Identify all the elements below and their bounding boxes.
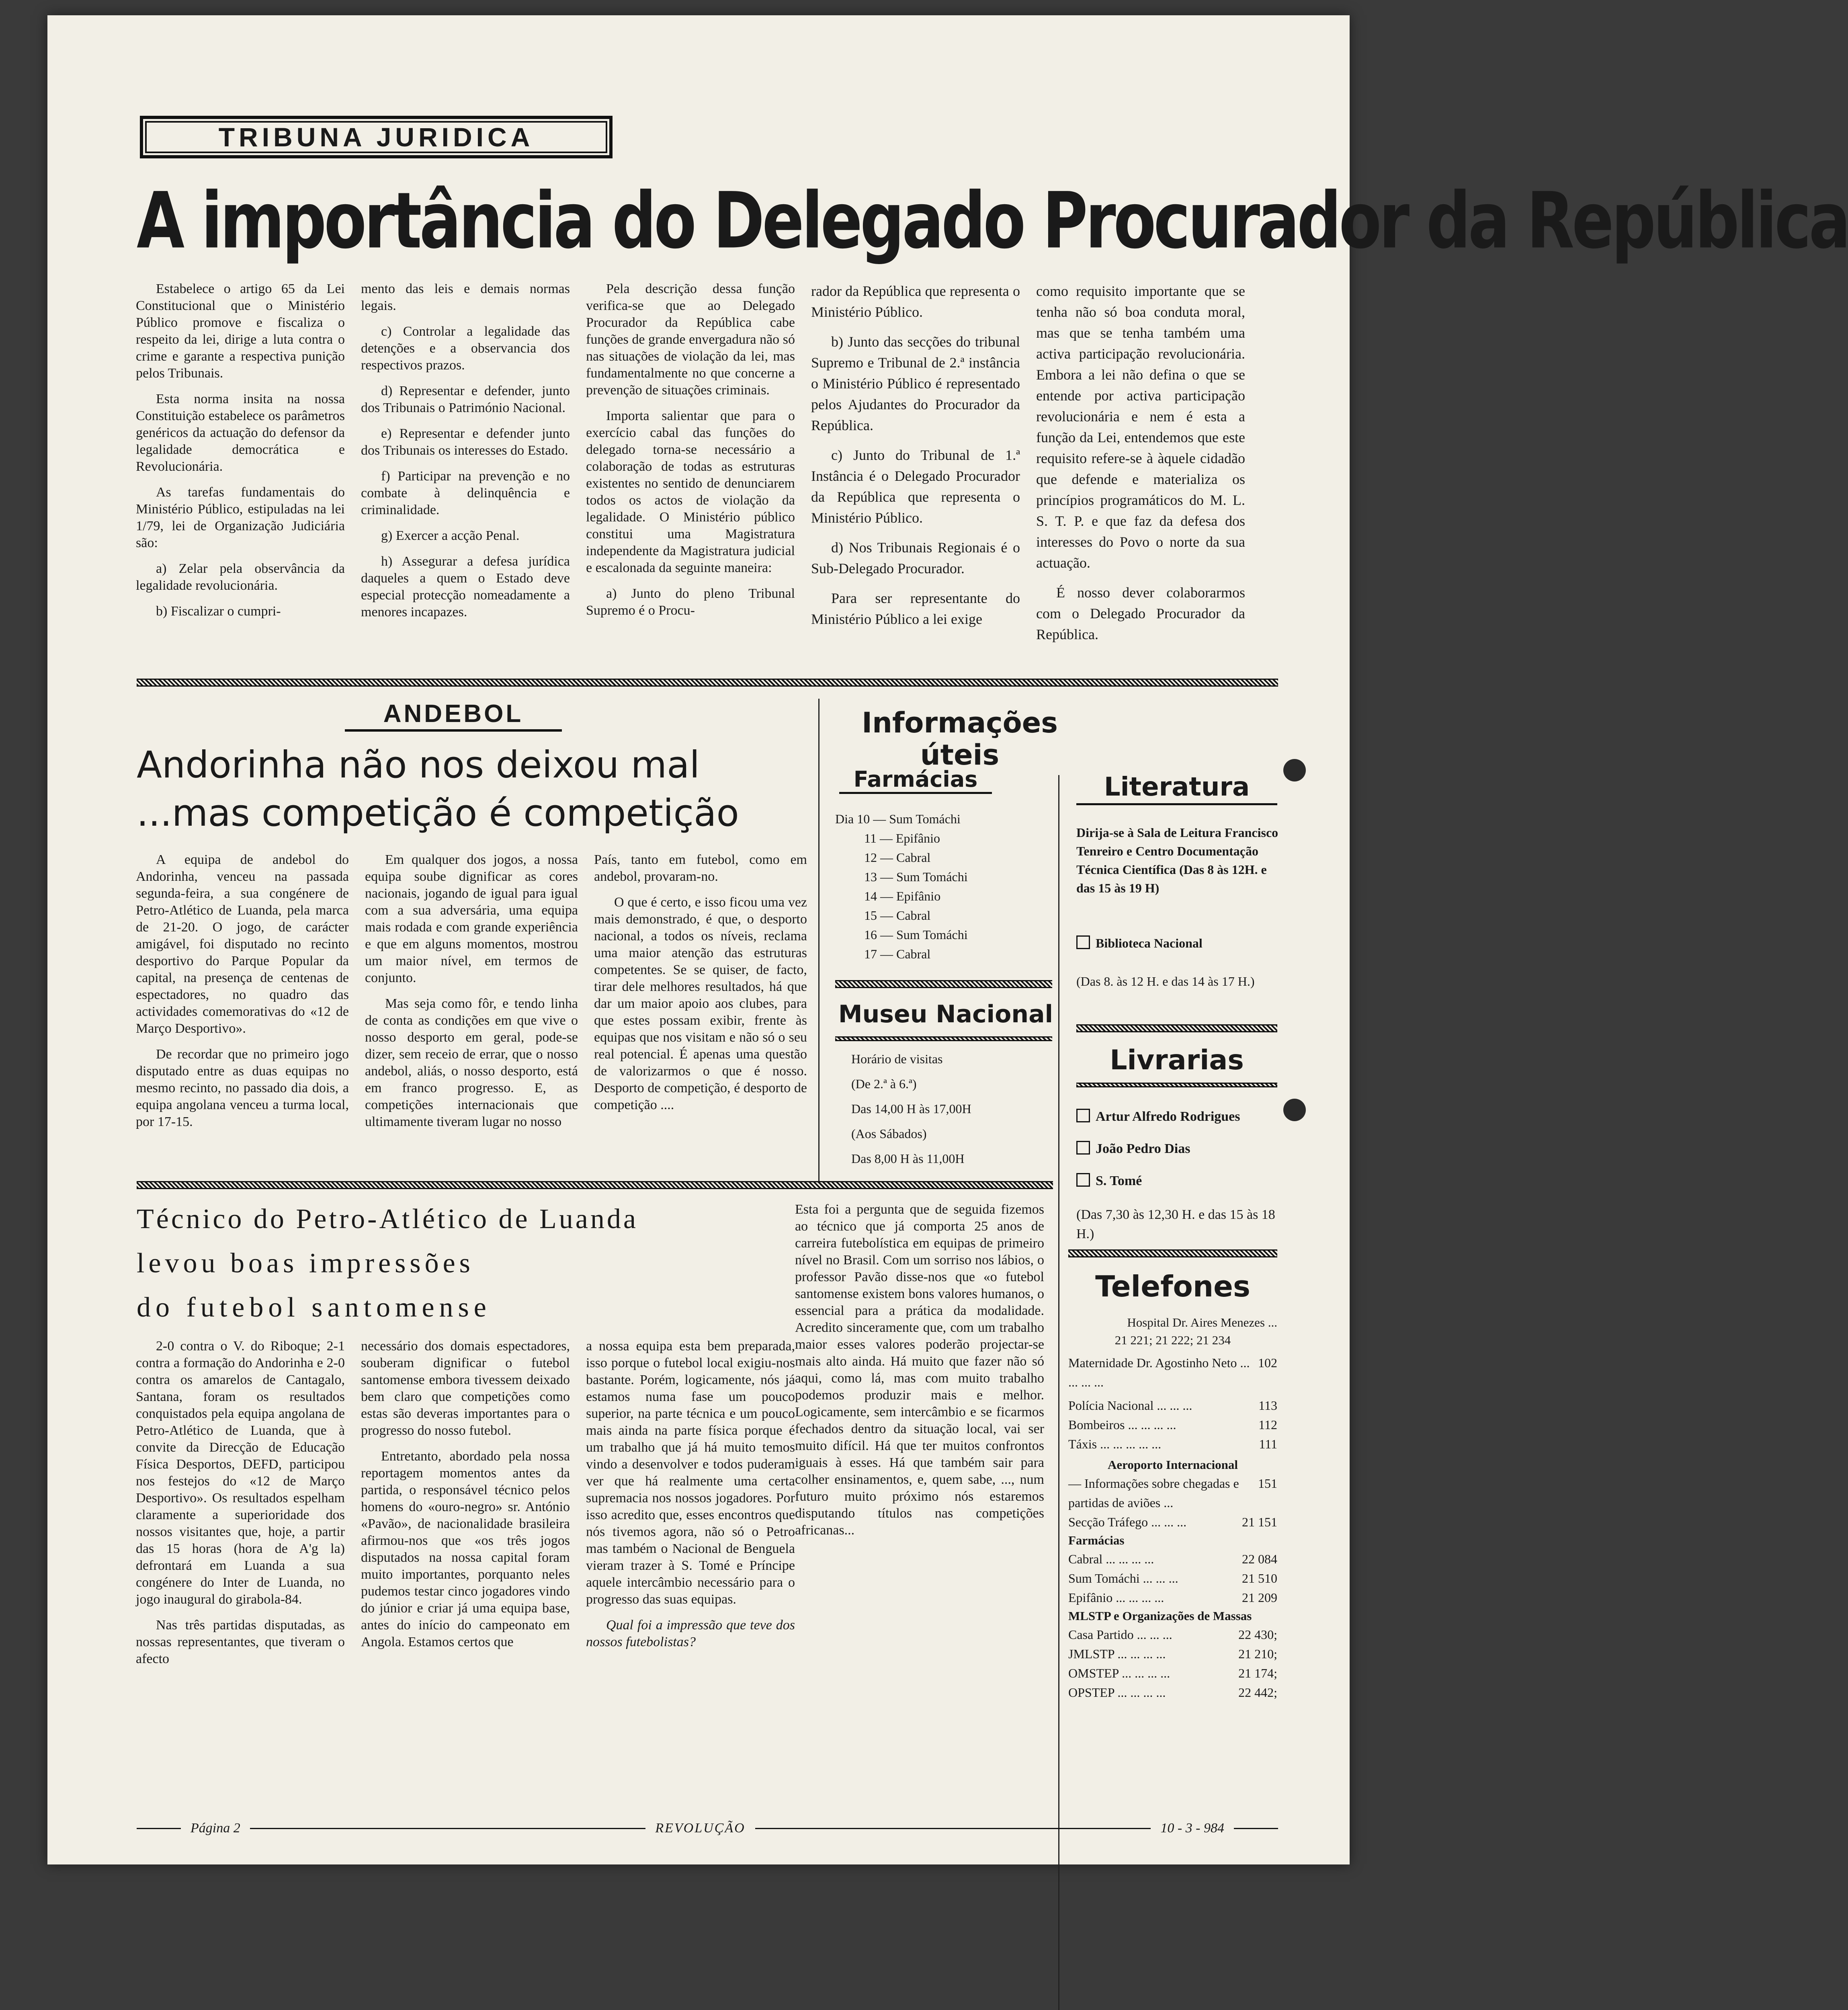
- farmacias-list: [835, 809, 1036, 964]
- paragraph: e) Representar e defender junto dos Tribunais os interesses do Estado.: [361, 426, 570, 458]
- list-item: 12 — Cabral: [864, 850, 931, 865]
- page-number: Página 2: [191, 1821, 240, 1836]
- paragraph: c) Junto do Tribunal de 1.ª Instância é o Delegado Procurador da República que representa o Ministério Público.: [811, 447, 1020, 526]
- paragraph: O que é certo, e isso ficou uma vez mais demonstrado, é que, o desporto nacional, a todos os níveis, reclama uma maior atenção das estruturas competentes. Se se quiser, de facto, tirar dele melhores resultados, há que dar um maior apoio aos clubes, para que estes possam exibir, frente às equipas que nos visitam e não só o seu real potencial. É apenas uma questão de valorizarmos o que é nosso. Desporto de competição, é desporto de competição ....: [594, 895, 807, 1112]
- list-item: Polícia Nacional ... ... ... 113: [1068, 1398, 1277, 1413]
- tecnico-column-2: [361, 1338, 570, 1659]
- list-item: Maternidade Dr. Agostinho Neto ... ... ... ... 102: [1068, 1356, 1277, 1389]
- footer-rule: [1234, 1828, 1278, 1829]
- section-divider: [1076, 1024, 1277, 1032]
- paragraph: rador da República que representa o Ministério Público.: [811, 283, 1020, 320]
- livrarias-title: Livrarias: [1110, 1044, 1244, 1076]
- andebol-kicker: ANDEBOL: [345, 699, 562, 732]
- list-item: João Pedro Dias: [1076, 1133, 1281, 1165]
- lead-column-2: [361, 281, 570, 630]
- paragraph: País, tanto em futebol, como em andebol, provaram-no.: [594, 852, 807, 884]
- list-item: — Informações sobre chegadas e partidas de aviões ... 151: [1068, 1476, 1277, 1510]
- section-divider: [835, 1036, 1052, 1041]
- column-divider: [818, 699, 820, 1189]
- section-label: TRIBUNA JURIDICA: [218, 122, 534, 152]
- binder-hole: [1283, 759, 1306, 781]
- info-title: Informações úteis: [862, 706, 1058, 771]
- list-item: Horário de visitas: [851, 1052, 943, 1066]
- paragraph: Em qualquer dos jogos, a nossa equipa soube dignificar as cores nacionais, jogando de igual para igual com a sua adversária, uma equipa mais rodada e com grande experiência e que em alguns momentos, mostrou um maior nível, em termos de conjunto.: [365, 852, 578, 985]
- newspaper-page: [47, 15, 1848, 1864]
- paragraph: Esta norma insita na nossa Constituição estabelece os parâmetros genéricos da actuação do defensor da legalidade democrática e Revolucionária.: [136, 392, 345, 474]
- subheading: Farmácias: [1068, 1533, 1125, 1547]
- livrarias-list: [1076, 1101, 1281, 1197]
- footer-rule: [755, 1828, 1151, 1829]
- list-item: 11 — Epifânio: [864, 831, 940, 845]
- lead-column-5: [1036, 281, 1245, 654]
- footer: [137, 1816, 1278, 1840]
- literatura-text: Dirija-se à Sala de Leitura Francisco Tenreiro e Centro Documentação Técnica Científica (Das 8 às 12H. e das 15 às 19 H): [1076, 825, 1278, 895]
- paragraph: a) Junto do pleno Tribunal Supremo é o Procu-: [586, 586, 795, 618]
- paragraph: Para ser representante do Ministério Público a lei exige: [811, 590, 1020, 627]
- list-item: 21 221; 21 222; 21 234: [1115, 1333, 1231, 1347]
- checkbox-icon: [1076, 1141, 1090, 1155]
- paragraph: Pela descrição dessa função verifica-se que ao Delegado Procurador da República cabe funções de grande envergadura não só nas situações de violação da lei, mas fundamentalmente no que concerne a prevenção de situações criminais.: [586, 281, 795, 398]
- museu-title: Museu Nacional: [838, 1000, 1053, 1028]
- list-item: Táxis ... ... ... ... ... 111: [1068, 1437, 1277, 1451]
- list-item: Das 8,00 H às 11,00H: [851, 1151, 965, 1166]
- checkbox-icon: [1076, 1109, 1090, 1122]
- list-item: S. Tomé: [1076, 1165, 1281, 1197]
- section-divider: [137, 679, 1278, 687]
- paragraph: f) Participar na prevenção e no combate à delinquência e criminalidade.: [361, 469, 570, 517]
- subheading: MLSTP e Organizações de Massas: [1068, 1609, 1252, 1623]
- section-divider: [137, 1181, 1053, 1189]
- section-divider: [1076, 1083, 1277, 1087]
- paragraph: Qual foi a impressão que teve dos nossos futebolistas?: [586, 1618, 795, 1649]
- livrarias-hours: (Das 7,30 às 12,30 H. e das 15 às 18 H.): [1076, 1207, 1275, 1241]
- museu-hours: [851, 1046, 1052, 1171]
- list-item: OMSTEP ... ... ... ... 21 174;: [1068, 1666, 1277, 1680]
- section-divider: [1068, 1249, 1277, 1257]
- telefones-title: Telefones: [1095, 1270, 1250, 1303]
- list-item: 16 — Sum Tomáchi: [864, 927, 968, 942]
- literatura-title: Literatura: [1076, 771, 1277, 805]
- list-item: OPSTEP ... ... ... ... 22 442;: [1068, 1685, 1277, 1700]
- footer-rule: [250, 1828, 646, 1829]
- list-item: Artur Alfredo Rodrigues: [1076, 1101, 1281, 1133]
- list-item: (De 2.ª à 6.ª): [851, 1077, 917, 1091]
- binder-hole: [1283, 1099, 1306, 1121]
- list-item: (Aos Sábados): [851, 1126, 927, 1141]
- lead-column-1: [136, 281, 345, 629]
- section-divider: [835, 980, 1052, 988]
- paragraph: A equipa de andebol do Andorinha, venceu na passada segunda-feira, a sua congénere de Petro-Atlético de Luanda, pela marca de 21-20. O jogo, de carácter amigável, foi disputado no recinto desportivo do Parque Popular da capital, na presença de centenas de espectadores, no quadro das actividades comemorativas do «12 de Março Desportivo».: [136, 852, 349, 1036]
- andebol-headline-2: ...mas competição é competição: [137, 792, 739, 835]
- list-item: Cabral ... ... ... ... 22 084: [1068, 1552, 1277, 1566]
- paragraph: As tarefas fundamentais do Ministério Público, estipuladas na lei 1/79, lei de Organização Judiciária são:: [136, 485, 345, 550]
- andebol-column-1: [136, 851, 349, 1139]
- tecnico-column-3: [586, 1338, 795, 1659]
- paragraph: b) Fiscalizar o cumpri-: [156, 604, 281, 619]
- list-item: Epifânio ... ... ... ... 21 209: [1068, 1590, 1277, 1605]
- paragraph: a nossa equipa esta bem preparada, isso porque o futebol local exigiu-nos bastante. Porém, logicamente, nós já estamos numa fase um pouco superior, na parte técnica e um pouco mais ainda na parte física porque é um trabalho que já há muito temos vindo a desenvolver e todos puderam ver que há realmente uma certa supremacia nos nossos jogadores. Por isso acredito que, esses encontros que nós tivemos agora, não só o Petro mas também o Nacional de Benguela vieram trazer à S. Tomé e Príncipe aquele intercâmbio necessário para o progresso das suas equipas.: [586, 1339, 795, 1607]
- paragraph: c) Controlar a legalidade das detenções e a observancia dos respectivos prazos.: [361, 324, 570, 373]
- item-label: Biblioteca Nacional: [1096, 936, 1203, 950]
- paragraph: Importa salientar que para o exercício cabal das funções do delegado torna-se necessário a colaboração de todas as estruturas existentes no sentido de denunciarem todos os actos de violação da legalidade. O Ministério público constitui uma Magistratura independente da Magistratura judicial e escalonada da seguinte maneira:: [586, 408, 795, 575]
- andebol-headline-1: Andorinha não nos deixou mal: [137, 743, 700, 786]
- paragraph: como requisito importante que se tenha não só boa conduta moral, mas que se tenha também uma activa participação revolucionária. Embora a lei não defina o que se entende por activa participação revolucionária e nem é esta a função da Lei, entendemos que este requisito refere-se à àquele cidadão que defende e materializa os princípios programáticos do M. L. S. T. P. e que faz da defesa dos interesses do Povo o norte da sua actuação.: [1036, 283, 1245, 571]
- paragraph: necessário dos domais espectadores, souberam dignificar o futebol santomense embora tivessem deixado bem claro que competições como estas são deveras importantes para o progresso do nosso futebol.: [361, 1339, 570, 1438]
- section-label-box: [140, 116, 613, 158]
- literatura-item: [1076, 934, 1281, 952]
- checkbox-icon: [1076, 935, 1090, 949]
- lead-column-4: [811, 281, 1020, 638]
- farmacias-title: Farmácias: [839, 767, 992, 794]
- list-item: 17 — Cabral: [864, 947, 931, 961]
- paragraph: Mas seja como fôr, e tendo linha de conta as condições em que vive o nosso desporto em geral, pode-se dizer, sem receio de errar, que o nosso andebol, aliás, o nosso desporto, está em franco progresso. E, as competições internacionais que ultimamente tiveram lugar no nosso: [365, 996, 578, 1129]
- paragraph: mento das leis e demais normas legais.: [361, 281, 570, 313]
- checkbox-icon: [1076, 1173, 1090, 1187]
- paragraph: a) Zelar pela observância da legalidade revolucionária.: [136, 561, 345, 593]
- paragraph: 2-0 contra o V. do Riboque; 2-1 contra a formação do Andorinha e 2-0 contra os amarelos de Cantagalo, Santana, foram os resultados conquistados pela equipa angolana de Petro-Atlético de Luanda, que à convite da Direcção de Educação Física Desportos, DEFD, participou nos festejos do «12 de Março Desportivo». Os resultados espelham claramente a superioridade dos nossos visitantes que, hoje, a partir das 15 horas (hora de A'g la) defrontará em Luanda a sua congénere do Inter de Luanda, no jogo inaugural do girabola-84.: [136, 1339, 345, 1607]
- paragraph: É nosso dever colaborarmos com o Delegado Procurador da República.: [1036, 585, 1245, 642]
- paragraph: d) Nos Tribunais Regionais é o Sub-Delegado Procurador.: [811, 539, 1020, 576]
- paragraph: Estabelece o artigo 65 da Lei Constitucional que o Ministério Público promove e fiscaliza o respeito da lei, dirige a luta contra o crime e garante a respectiva punição pelos Tribunais.: [136, 281, 345, 381]
- list-item: JMLSTP ... ... ... ... 21 210;: [1068, 1647, 1277, 1661]
- list-item: 14 — Epifânio: [864, 889, 941, 903]
- paragraph: Entretanto, abordado pela nossa reportagem momentos antes da partida, o responsável técnico pelos homens do «ouro-negro» sr. António «Pavão», de nacionalidade brasileira afirmou-nos que «os três jogos disputados na nossa capital foram muito importantes, porquanto neles pudemos testar cinco jogadores vindo do júnior e criar já uma equipa base, antes do início do campeonato em Angola. Estamos certos que: [361, 1449, 570, 1649]
- list-item: Sum Tomáchi ... ... ... 21 510: [1068, 1571, 1277, 1585]
- paragraph: d) Representar e defender, junto dos Tribunais o Património Nacional.: [361, 384, 570, 415]
- footer-rule: [137, 1828, 181, 1829]
- lead-column-3: [586, 281, 795, 628]
- paper-name: REVOLUÇÃO: [655, 1821, 746, 1836]
- subheading: Aeroporto Internacional: [1107, 1458, 1238, 1472]
- tecnico-headline-1: Técnico do Petro-Atlético de Luanda: [137, 1204, 638, 1235]
- tecnico-column-4: [795, 1201, 1044, 1548]
- list-item: Das 14,00 H às 17,00H: [851, 1101, 971, 1116]
- headline: A importância do Delegado Procurador da República: [137, 176, 1848, 266]
- paragraph: b) Junto das secções do tribunal Supremo e Tribunal de 2.ª instância o Ministério Público é representado pelos Ajudantes do Procurador da República.: [811, 334, 1020, 433]
- paragraph: Esta foi a pergunta que de seguida fizemos ao técnico que já comporta 25 anos de carreira futebolística em equipas de primeiro nível no Brasil. Com um sorriso nos lábios, o professor Pavão disse-nos que «o futebol santomense existem bons valores humanos, o essencial para a prática da modalidade. Acredito sinceramente que, com um trabalho maior esses valores poderão projectar-se mais alto ainda. Há muito que fazer não só aqui, como lá, mas com muito trabalho podemos produzir mais e melhor. Logicamente, sem intercâmbio e se ficarmos fechados dentro da situação local, vai ser muito difícil. Há que ter muitos confrontos iguais à esses. Há que também sair para colher ensinamentos, e, quem sabe, ..., num futuro muito próximo nós estaremos disputando títulos nas competições africanas...: [795, 1202, 1044, 1538]
- paragraph: g) Exercer a acção Penal.: [381, 528, 520, 543]
- list-item: 15 — Cabral: [864, 908, 931, 923]
- paragraph: h) Assegurar a defesa jurídica daqueles a quem o Estado deve especial protecção nomeadamente a menores incapazes.: [361, 554, 570, 619]
- list-item: Dia 10 — Sum Tomáchi: [835, 812, 961, 826]
- tecnico-headline-3: do futebol santomense: [137, 1292, 491, 1323]
- paragraph: Nas três partidas disputadas, as nossas representantes, que tiveram o afecto: [136, 1618, 345, 1666]
- tecnico-column-1: [136, 1338, 345, 1676]
- issue-date: 10 - 3 - 984: [1160, 1821, 1224, 1836]
- list-item: 13 — Sum Tomáchi: [864, 870, 968, 884]
- literatura-hours: (Das 8. às 12 H. e das 14 às 17 H.): [1076, 974, 1255, 989]
- andebol-column-3: [594, 851, 807, 1122]
- list-item: Bombeiros ... ... ... ... 112: [1068, 1417, 1277, 1432]
- list-item: Secção Tráfego ... ... ... 21 151: [1068, 1515, 1277, 1529]
- paragraph: De recordar que no primeiro jogo disputado entre as duas equipas no mesmo recinto, no passado dia dois, a equipa angolana venceu a turma local, por 17-15.: [136, 1047, 349, 1129]
- andebol-column-2: [365, 851, 578, 1139]
- tecnico-headline-2: levou boas impressões: [137, 1248, 474, 1279]
- list-item: Casa Partido ... ... ... 22 430;: [1068, 1627, 1277, 1642]
- list-item: Hospital Dr. Aires Menezes ...: [1127, 1315, 1277, 1329]
- telefones-list: [1068, 1314, 1277, 1702]
